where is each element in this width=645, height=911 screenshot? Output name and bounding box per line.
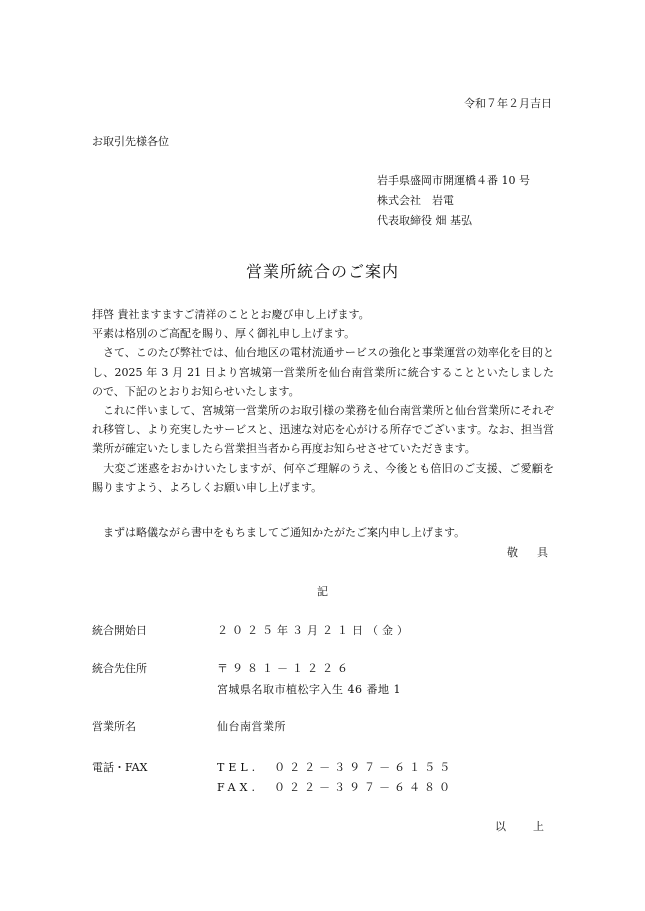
- contact-label: 電話・FAX: [92, 761, 148, 774]
- document-date: 令和７年２月吉日: [464, 97, 552, 110]
- postal-code: 〒９８１－１２２６: [217, 662, 352, 675]
- body-paragraph-3: さて、このたび弊社では、仙台地区の電材流通サービスの強化と事業運営の効率化を目的とし、2025 年 3 月 21 日より宮城第一営業所を仙台南営業所に統合することといたしましたので、下記のとおりお知らせいたします。: [92, 346, 554, 398]
- sender-representative: 代表取締役 畑 基弘: [377, 214, 472, 227]
- address-value: 宮城県名取市植松字入生 46 番地 1: [217, 683, 401, 696]
- start-date-value: ２０２５年３月２１日（金）: [217, 624, 412, 637]
- document-title: 営業所統合のご案内: [245, 262, 399, 281]
- recipient-line: お取引先様各位: [92, 135, 169, 148]
- body-paragraph-5: 大変ご迷惑をおかけいたしますが、何卒ご理解のうえ、今後とも倍旧のご支援、ご愛顧を賜りますよう、よろしくお願い申し上げます。: [92, 461, 554, 494]
- sender-address: 岩手県盛岡市開運橋４番 10 号: [377, 174, 530, 187]
- sender-block: [377, 171, 530, 231]
- address-label: 統合先住所: [92, 662, 147, 675]
- body-paragraph-1: 拝啓 貴社ますますご清祥のこととお慶び申し上げます。: [92, 308, 370, 321]
- fax-value: FAX. ０２２－３９７－６４８０: [217, 781, 454, 794]
- keigu: 敬 具: [507, 546, 552, 559]
- ki-heading: 記: [317, 585, 328, 598]
- start-date-label: 統合開始日: [92, 624, 147, 637]
- office-value: 仙台南営業所: [217, 720, 286, 733]
- tel-value: TEL. ０２２－３９７－６１５５: [217, 761, 455, 774]
- ijo-closing: 以 上: [495, 820, 552, 833]
- body-paragraph-4: これに伴いまして、宮城第一営業所のお取引様の業務を仙台南営業所と仙台営業所にそれぞれ移管し、より充実したサービスと、迅速な対応を心がける所存でございます。なお、担当営業所が確定いたしましたら営業担当者から再度お知らせさせていただきます。: [92, 404, 554, 456]
- office-label: 営業所名: [92, 720, 136, 733]
- letter-body: [92, 305, 554, 497]
- closing-sentence: まずは略儀ながら書中をもちましてご通知かたがたご案内申し上げます。: [92, 526, 466, 539]
- body-paragraph-2: 平素は格別のご高配を賜り、厚く御礼申し上げます。: [92, 327, 356, 341]
- sender-company: 株式会社 岩電: [377, 194, 454, 207]
